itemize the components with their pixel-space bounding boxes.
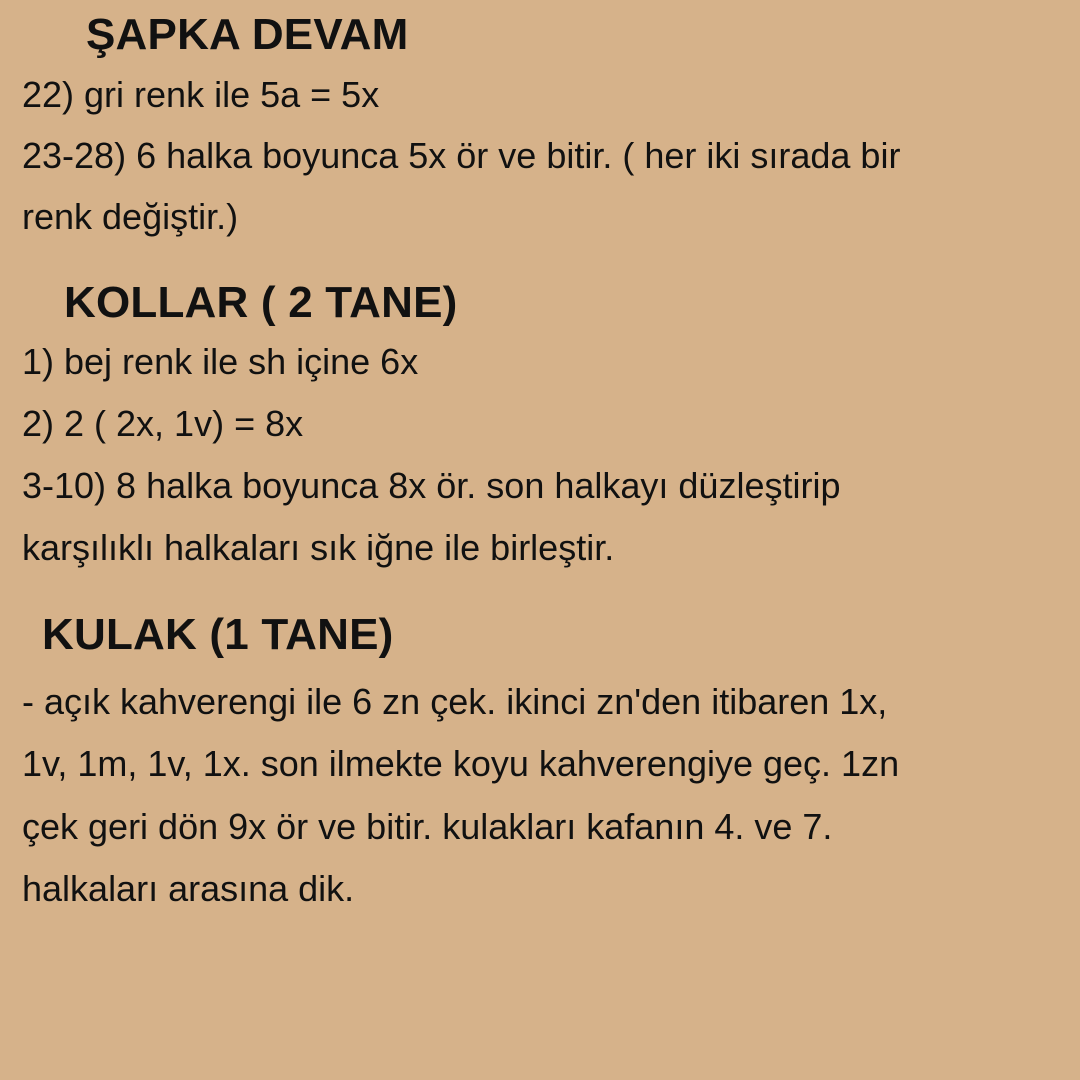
section-heading-kollar: KOLLAR ( 2 TANE)	[64, 278, 458, 327]
instruction-line: çek geri dön 9x ör ve bitir. kulakları kafanın 4. ve 7.	[22, 806, 833, 847]
instruction-line: 23-28) 6 halka boyunca 5x ör ve bitir. ( her iki sırada bir	[22, 135, 901, 176]
instruction-line: 22) gri renk ile 5a = 5x	[22, 74, 380, 115]
instruction-line: halkaları arasına dik.	[22, 868, 355, 909]
section-heading-kulak: KULAK (1 TANE)	[42, 610, 394, 659]
instruction-line: renk değiştir.)	[22, 196, 239, 237]
instruction-line: 2) 2 ( 2x, 1v) = 8x	[22, 403, 304, 444]
instruction-line: - açık kahverengi ile 6 zn çek. ikinci zn'den itibaren 1x,	[22, 681, 888, 722]
instruction-line: 1) bej renk ile sh içine 6x	[22, 341, 419, 382]
instruction-line: 1v, 1m, 1v, 1x. son ilmekte koyu kahverengiye geç. 1zn	[22, 743, 900, 784]
section-heading-sapka-devam: ŞAPKA DEVAM	[86, 10, 409, 59]
instruction-line: karşılıklı halkaları sık iğne ile birleştir.	[22, 527, 615, 568]
instruction-line: 3-10) 8 halka boyunca 8x ör. son halkayı düzleştirip	[22, 465, 841, 506]
